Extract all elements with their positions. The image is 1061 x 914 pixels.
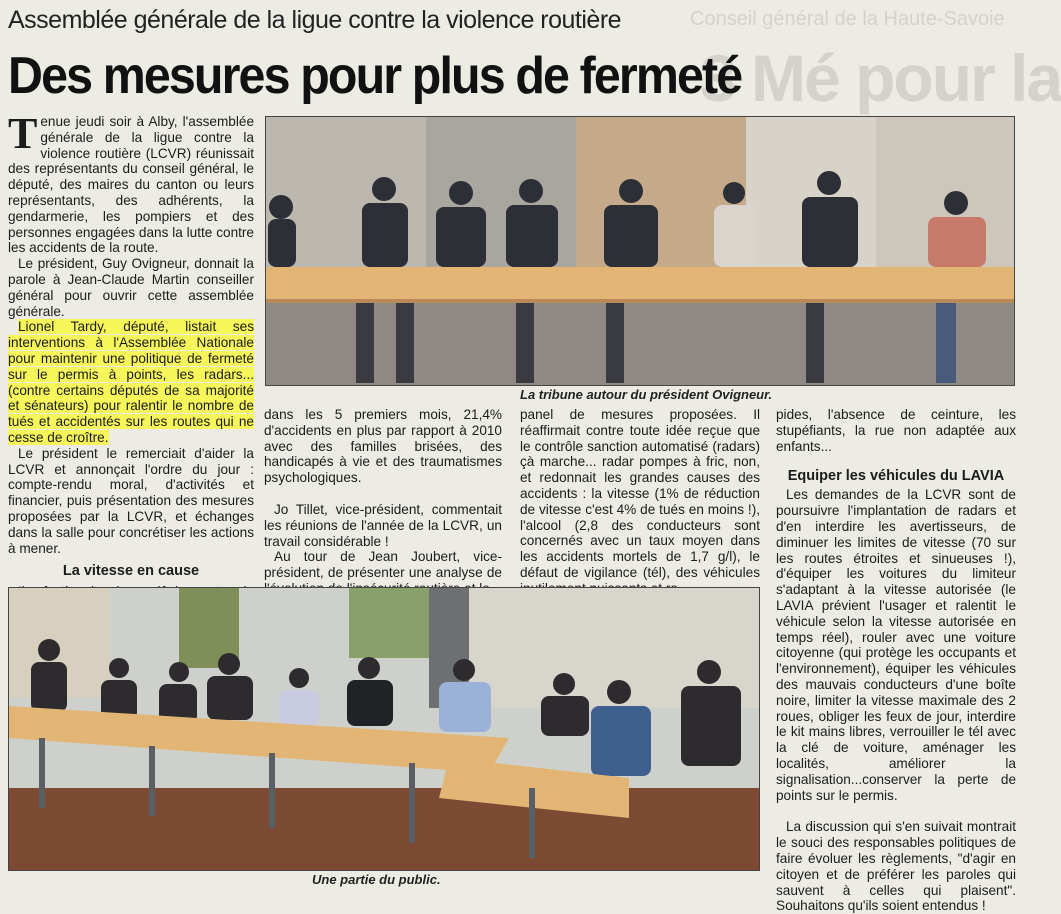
- paragraph: panel de mesures proposées. Il réaffirmait contre toute idée reçue que le contrôle sanction automatisé (radars) çà marche... radar pompes à fric, non, et redonnait les grandes causes des accidents : la vitesse (1% de réduction de vitesse c'est 4% de tués en moins !), l'alcool (2,8 des conducteurs sont concernés avec un taux moyen dans les accidents mortels de 1,7 g/l), le défaut de vigilance (tél), des véhicules: [520, 407, 760, 580]
- photo-caption-public: Une partie du public.: [312, 872, 441, 887]
- subheading: Equiper les véhicules du LAVIA: [787, 468, 1005, 485]
- subheading: La vitesse en cause: [62, 563, 200, 580]
- headline: Des mesures pour plus de fermeté: [8, 47, 742, 105]
- paragraph: La discussion qui s'en suivait montrait le souci des responsables politiques de faire évoluer les règlements, "d'agir en citoyen et de préférer les paroles qui sauvent à celles qui plaisent". Souhaitons qu'ils soient entendus !: [776, 819, 1016, 914]
- article-column-1: [8, 109, 254, 616]
- paragraph: pides, l'absence de ceinture, les stupéfiants, la rue non adaptée aux enfants...: [776, 407, 1016, 454]
- paragraph: Les demandes de la LCVR sont de poursuivre l'implantation de radars et d'en interdire les avertisseurs, de diminuer les limites de vitesse (70 sur les routes étroites et sinueuses !), d'équiper les voitures du limiteur s'adaptant à la vitesse autorisée (le LAVIA prévient l'usager et ralentit le véhicule selon la vitesse autorisée en temps réel), rouler avec une voiture citoyenne (qui protège les occupants et l'environnement), équiper les véhicules des mauvais conducteurs d'une boîte noire, limiter la vitesse maximale des 2 roues, obliger les feux de jour, interdire le kit mains libres, verrouiller le tél avec la clé de voiture, aménager les localités, améliorer la signalisation...conserver la perte de points sur le permis.: [776, 487, 1016, 803]
- kicker: Assemblée générale de la ligue contre la violence routière: [8, 6, 622, 34]
- article-column-3: [520, 407, 760, 597]
- photo-tribune-illustration: [266, 117, 1014, 385]
- paragraph: Le président le remerciait d'aider la LCVR et annonçait l'ordre du jour : compte-rendu moral, d'activités et financier, puis présentation des mesures proposées par la LCVR, et échanges dans la salle pour concrétiser les actions à mener.: [8, 445, 254, 556]
- photo-public-illustration: [9, 588, 759, 870]
- article-column-2: [264, 407, 502, 597]
- article-column-4: [776, 407, 1016, 914]
- bleed-through-headline: 3 Mé pour la: [700, 41, 1061, 115]
- photo-caption-tribune: La tribune autour du président Ovigneur.: [520, 387, 773, 402]
- highlighted-text: Lionel Tardy, député, listait ses interventions à l'Assemblée Nationale pour maintenir une politique de fermeté sur le permis à points, les radars... (contre certains députés de sa majorité et sénateurs) pour ralentir le nombre de tués et accidentés sur les routes qui ne cesse de croître.: [8, 319, 254, 445]
- paragraph: Au tour de Jean Joubert, vice-président, de présenter une analyse de: [264, 549, 502, 581]
- paragraph: dans les 5 premiers mois, 21,4% d'accidents en plus par rapport à 2010 avec des familles brisées, des handicapés à vie et des traumatismes psychologiques.: [264, 407, 502, 486]
- paragraph-highlighted: [8, 319, 254, 445]
- photo-tribune: [265, 116, 1015, 386]
- paragraph-intro: [8, 109, 254, 256]
- drop-cap: T: [8, 109, 38, 158]
- paragraph-intro-text: enue jeudi soir à Alby, l'assemblée générale de la ligue contre la violence routière (LCVR) réunissait des représentants du conseil général, le député, des maires du canton ou leurs représentants, des adhérents, la gendarmerie, les pompiers et des personnes engagées dans la lutte contre les accidents de la route.: [8, 114, 254, 256]
- paragraph: Jo Tillet, vice-président, commentait les réunions de l'année de la LCVR, un travail considérable !: [264, 501, 502, 549]
- bleed-through-header: Conseil général de la Haute-Savoie: [690, 8, 1005, 30]
- photo-public: [8, 587, 760, 871]
- paragraph: Le président, Guy Ovigneur, donnait la parole à Jean-Claude Martin conseiller général pour ouvrir cette assemblée générale.: [8, 256, 254, 319]
